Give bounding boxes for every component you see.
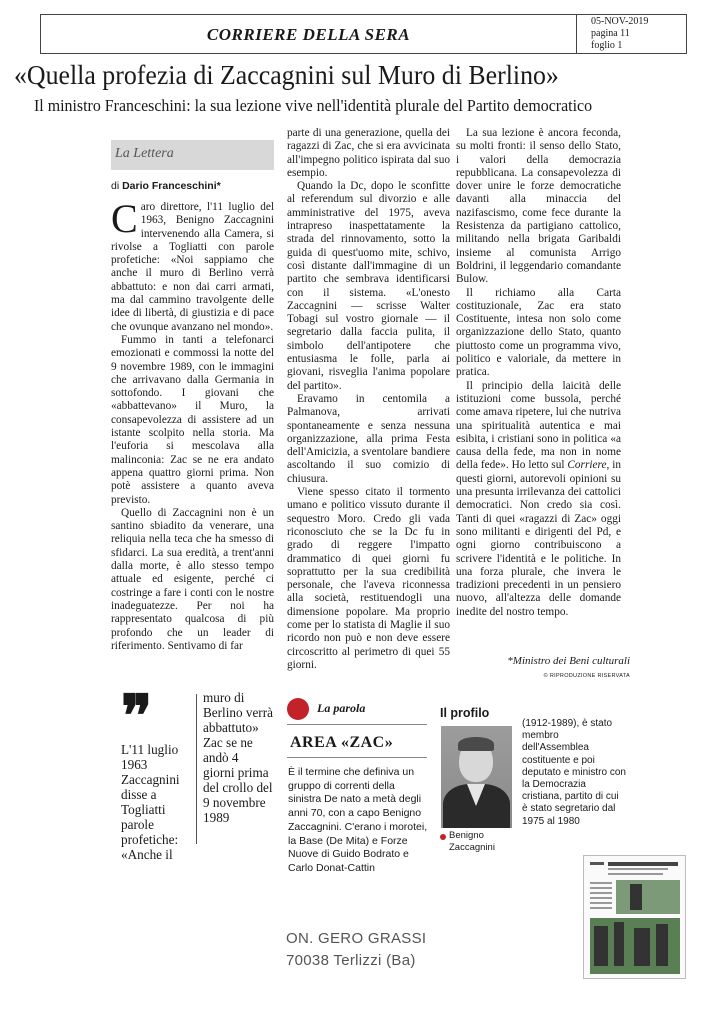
article-paragraph: La sua lezione è ancora feconda, su molti fronti: il senso dello Stato, i valori della democrazia repubblicana. La consapevolezza di dover unire le forze democratiche davanti alla minaccia del nazifascismo, come fece durante la Resistenza da partigiano cattolico, militando nella brigata Garibaldi insieme al comunista Arrigo Boldrini, il leggendario comandante Bulow.: [456, 127, 621, 286]
article-headline: «Quella profezia di Zaccagnini sul Muro di Berlino»: [14, 59, 559, 90]
clipping-date: 05-NOV-2019: [591, 16, 649, 27]
newspaper-name: Corriere: [567, 459, 607, 472]
article-paragraph: Il principio della laicità delle istituzioni come bussola, perché come amava ripetere, lui che nutriva una spiritualità autentica e mai esibita, i cristiani sono in politica «a causa della fede, ma non in nome della fede». Ho letto sul Corriere, in questi giorni, autorevoli opinioni su una presunta irrilevanza dei cattolici democratici. Non credo sia così. Tanti di quei «ragazzi di Zac» oggi sono militanti e dirigenti del Pd, e ogni giorno contribuiscono a scrivere l'identità e le politiche. In una forza plurale, che invera le tradizioni precedenti in un pensiero nuovo, all'altezza delle domande inedite del nostro tempo.: [456, 379, 621, 618]
article-paragraph: parte di una generazione, quella dei ragazzi di Zac, che si era avvicinata all'impegno politico ispirata dal suo esempio.: [287, 127, 450, 179]
copyright-notice: © RIPRODUZIONE RISERVATA: [543, 673, 630, 679]
article-column-2: [287, 127, 450, 672]
divider: [287, 757, 427, 758]
stamp-line-2: 70038 Terlizzi (Ba): [286, 952, 416, 969]
section-label: La Lettera: [111, 140, 274, 170]
article-paragraph: Caro direttore, l'11 luglio del 1963, Benigno Zaccagnini intervenendo alla Camera, si rivolse a Togliatti con parole profetiche: «Noi sappiamo che anche il muro di Berlino verrà abbattuto: e non dai carri armati, ma dal cammino travolgente delle idee di libertà, di giustizia e di pace che ovunque avanzano nel mondo».: [111, 196, 274, 333]
article-column-1: [111, 196, 274, 653]
author-signature: *Ministro dei Beni culturali: [507, 655, 630, 667]
page-thumbnail: [583, 855, 686, 979]
stamp-line-1: ON. GERO GRASSI: [286, 930, 427, 947]
parola-body: È il termine che definiva un gruppo di correnti della sinistra De nato a metà degli anni 70, con a capo Benigno Zaccagnini. C'erano i morotei, la Base (De Mita) e Forze Nuove di Guido Bodrato e Carlo Donat-Cattin: [288, 766, 428, 874]
profile-body: (1912-1989), è stato membro dell'Assemblea costituente e poi deputato e ministro con la Democrazia cristiana, partito di cui è stato segretario dal 1975 al 1980: [522, 718, 626, 827]
byline-author: Dario Franceschini*: [122, 180, 221, 192]
pullquote-divider: [196, 694, 197, 844]
article-subhead: Il ministro Franceschini: la sua lezione vive nell'identità plurale del Partito democratico: [34, 96, 593, 115]
drop-cap: C: [111, 196, 138, 241]
quote-mark-icon: ❞: [121, 684, 153, 749]
portrait-caption: Benigno Zaccagnini: [449, 830, 495, 853]
article-paragraph: Quello di Zaccagnini non è un santino sbiadito da venerare, una reliquia nella teca che ha smesso di sfidarci. La sua eredità, a trent'anni dalla morte, è allo stesso tempo attuale ed esigente, perché ci costringe a fare i conti con le nostre inadeguatezze. Per noi ha rappresentato qualcosa di più profondo che un leader di riferimento. Sentivamo di far: [111, 506, 274, 652]
article-paragraph: Eravamo in centomila a Palmanova, arrivati spontaneamente e senza nessuna organizzazione, alla prima Festa dell'Amicizia, a sventolare bandiere ascoltando il suo comizio di chiusura.: [287, 392, 450, 485]
newspaper-masthead: CORRIERE DELLA SERA: [206, 25, 411, 44]
masthead-box: [40, 14, 577, 54]
clipping-meta: [577, 14, 687, 54]
clipping-page: pagina 11: [591, 28, 630, 39]
byline: [111, 180, 274, 192]
article-paragraph: Quando la Dc, dopo le sconfitte al referendum sul divorzio e alle amministrative del 1975, aveva intrapreso inaspettatamente la strada del rinnovamento, sotto la guida di quest'uomo mite, schivo, così distante dall'immagine di un partito che sembrava identificarsi con il sistema. «L'onesto Zaccagnini — scrisse Walter Tobagi sul vostro giornale — il segretario dalla faccia pulita, il simbolo dell'antipotere che entusiasma le folle, parla ai giovani, risveglia l'anima popolare del partito».: [287, 180, 450, 392]
office-stamp: [286, 928, 426, 972]
clipping-sheet: foglio 1: [591, 40, 623, 51]
pullquote-part-1: L'11 luglio 1963 Zaccagnini disse a Togliatti parole profetiche: «Anche il: [121, 742, 180, 862]
article-column-3: [456, 127, 621, 619]
caption-bullet-icon: [440, 834, 446, 840]
profile-title: Il profilo: [440, 706, 490, 720]
byline-prefix: di: [111, 180, 123, 192]
red-dot-icon: [287, 698, 309, 720]
article-paragraph: Viene spesso citato il tormento umano e politico vissuto durante il sequestro Moro. Credo gli vada riconosciuto che se la Dc fu in grado di reggere l'impatto drammatico di quei giorni fu soprattutto per la sua credibilità personale, che l'aveva riconnessa alla società, restituendogli una dimensione popolare. Ma proprio come per lo statista di Maglie il suo ricordo non può e non deve essere circoscritto al perimetro di quei 55 giorni.: [287, 486, 450, 671]
article-paragraph: Fummo in tanti a telefonarci emozionati e commossi la notte del 9 novembre 1989, con le immagini che arrivavano dalla Germania in sottofondo. I giovani che «abbattevano» il Muro, la consapevolezza di assistere ad un istante scolpito nella storia. Ma l'euforia si mescolava alla malinconia: Zac se ne era andato appena quattro giorni prima. Non potè assistere a quanto aveva previsto.: [111, 333, 274, 506]
pullquote-part-2: muro di Berlino verrà abbattuto» Zac se ne andò 4 giorni prima del crollo del 9 novembre 1989: [203, 690, 273, 825]
article-paragraph: Il richiamo alla Carta costituzionale, Zac era stato Costituente, intesa non solo come organizzazione dello Stato, quanto piuttosto come un programma vivo, politico e valoriale, da mettere in pratica.: [456, 286, 621, 379]
parola-title: AREA «ZAC»: [290, 734, 394, 751]
parola-label: La parola: [317, 701, 366, 715]
divider: [287, 724, 427, 725]
portrait-photo: [441, 726, 512, 828]
